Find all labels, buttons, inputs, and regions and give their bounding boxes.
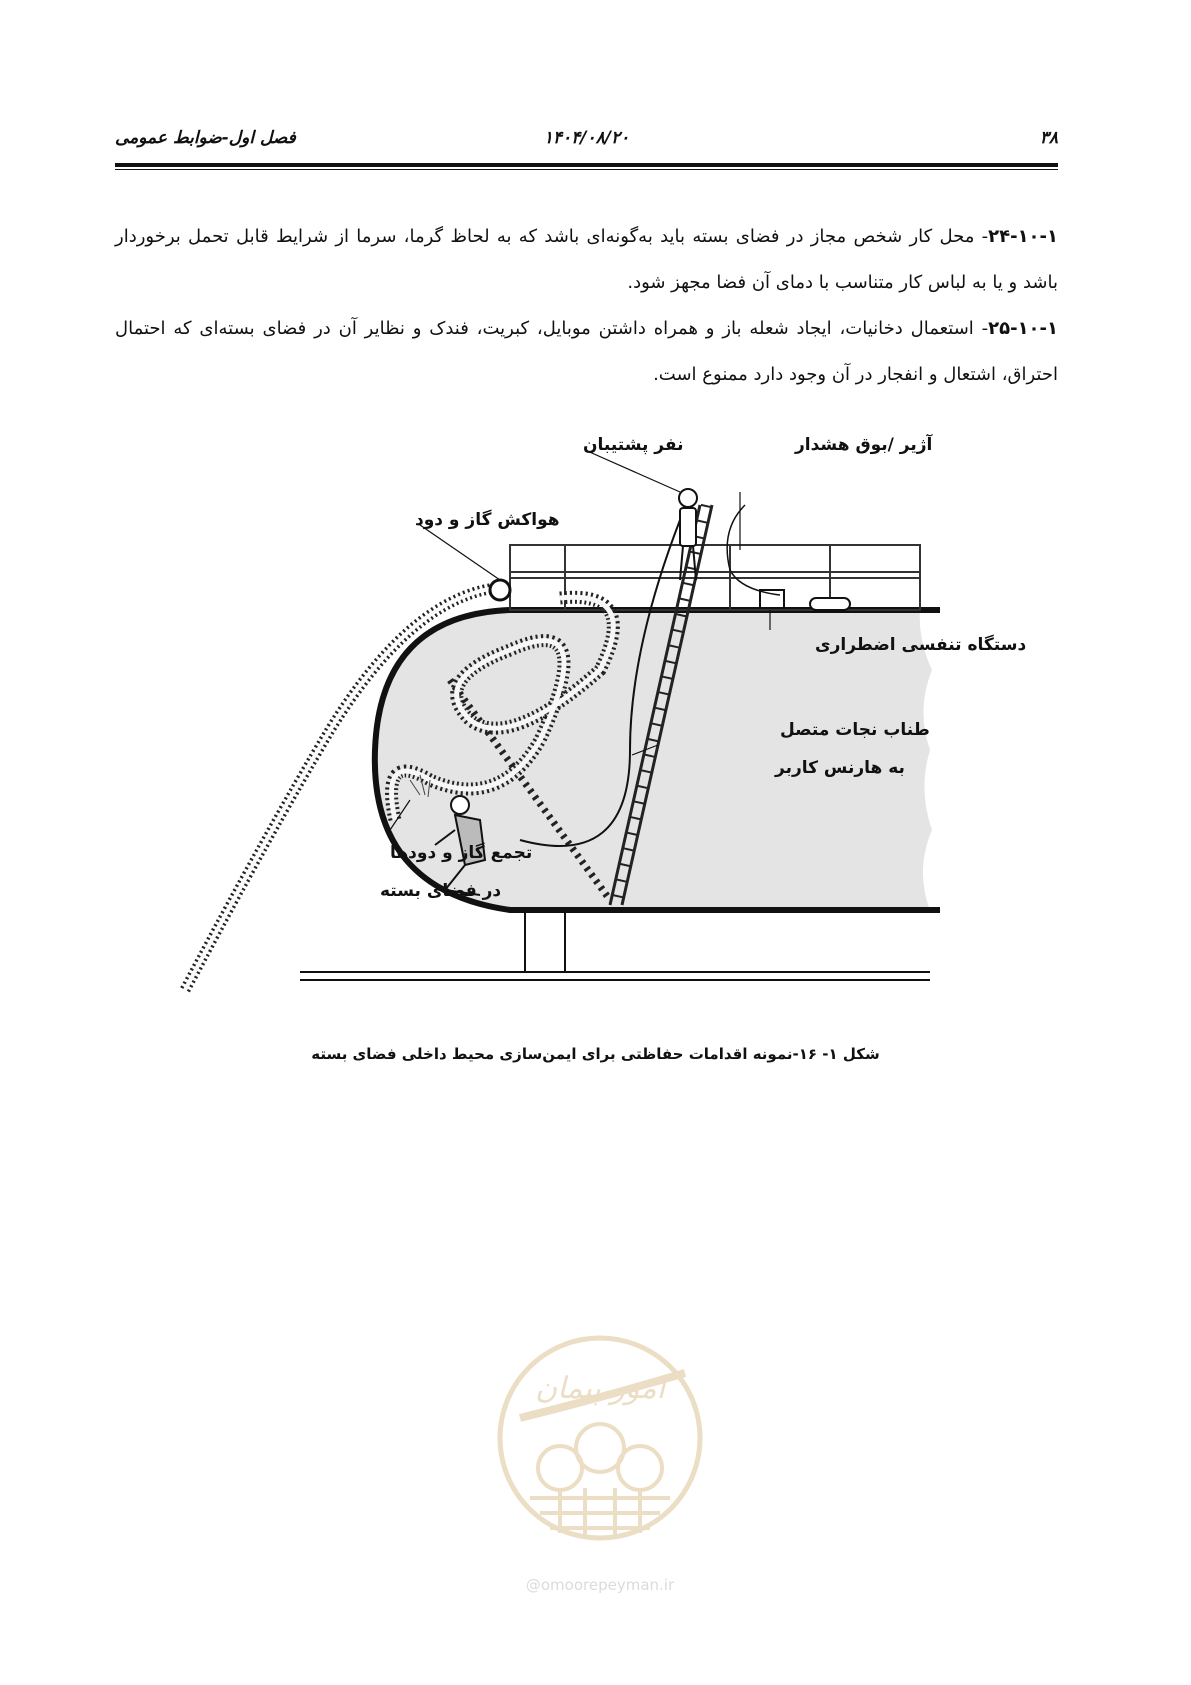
- label-standby-person: نفر پشتیبان: [583, 435, 684, 455]
- figure-caption: شکل ۱- ۱۶-نمونه اقدامات حفاظتی برای ایمن‌سازی محیط داخلی فضای بسته: [311, 1045, 880, 1063]
- header-date: ۱۴۰۴/۰۸/۲۰: [543, 128, 630, 148]
- watermark-logo: [490, 1328, 710, 1598]
- paragraph-text: - محل کار شخص مجاز در فضای بسته باید به‌گونه‌ای باشد که به لحاظ گرما، سرما از شرایط قابل تحمل برخوردار باشد و یا به لباس کار متناسب با دمای آن فضا مجهز شود.: [115, 226, 1058, 293]
- chapter-title: فصل اول-ضوابط عمومی: [115, 128, 296, 148]
- body-text: [115, 214, 1058, 398]
- page-header: [115, 128, 1058, 168]
- paragraph-number: ۲۴-۱۰-۱: [988, 226, 1058, 247]
- label-emergency-breathing: دستگاه تنفسی اضطراری: [815, 635, 1027, 655]
- label-gas-suction: هواکش گاز و دود: [415, 510, 560, 530]
- label-rescue-rope-2: به هارنس کاربر: [775, 758, 905, 778]
- header-rule-thick: [115, 163, 1058, 167]
- label-gas-accumulation-1: تجمع گاز و دودها: [390, 843, 533, 863]
- paragraph-25: [115, 306, 1058, 398]
- paragraph-24: [115, 214, 1058, 306]
- watermark-site: @omoorepeyman.ir: [525, 1576, 675, 1594]
- confined-space-illustration: [180, 435, 1027, 1020]
- watermark-logo-text: امور پیمان: [535, 1371, 665, 1406]
- blower-unit: [490, 580, 510, 600]
- standby-person-figure: [679, 489, 697, 580]
- label-rescue-rope-1: طناب نجات متصل: [780, 720, 930, 740]
- paragraph-text: - استعمال دخانیات، ایجاد شعله باز و همراه داشتن موبایل، کبریت، فندک و نظایر آن در فضای بسته‌ای که احتمال احتراق، اشتعال و انفجار در آن وجود دارد ممنوع است.: [115, 318, 1058, 385]
- header-rule-thin: [115, 169, 1058, 170]
- alarm-cable: [727, 505, 780, 595]
- page-number: ۳۸: [1039, 128, 1058, 148]
- paragraph-number: ۲۵-۱۰-۱: [988, 318, 1058, 339]
- air-tank: [810, 598, 850, 610]
- label-alarm: آژیر /بوق هشدار: [795, 435, 933, 455]
- label-gas-accumulation-2: در فضای بسته: [380, 881, 502, 901]
